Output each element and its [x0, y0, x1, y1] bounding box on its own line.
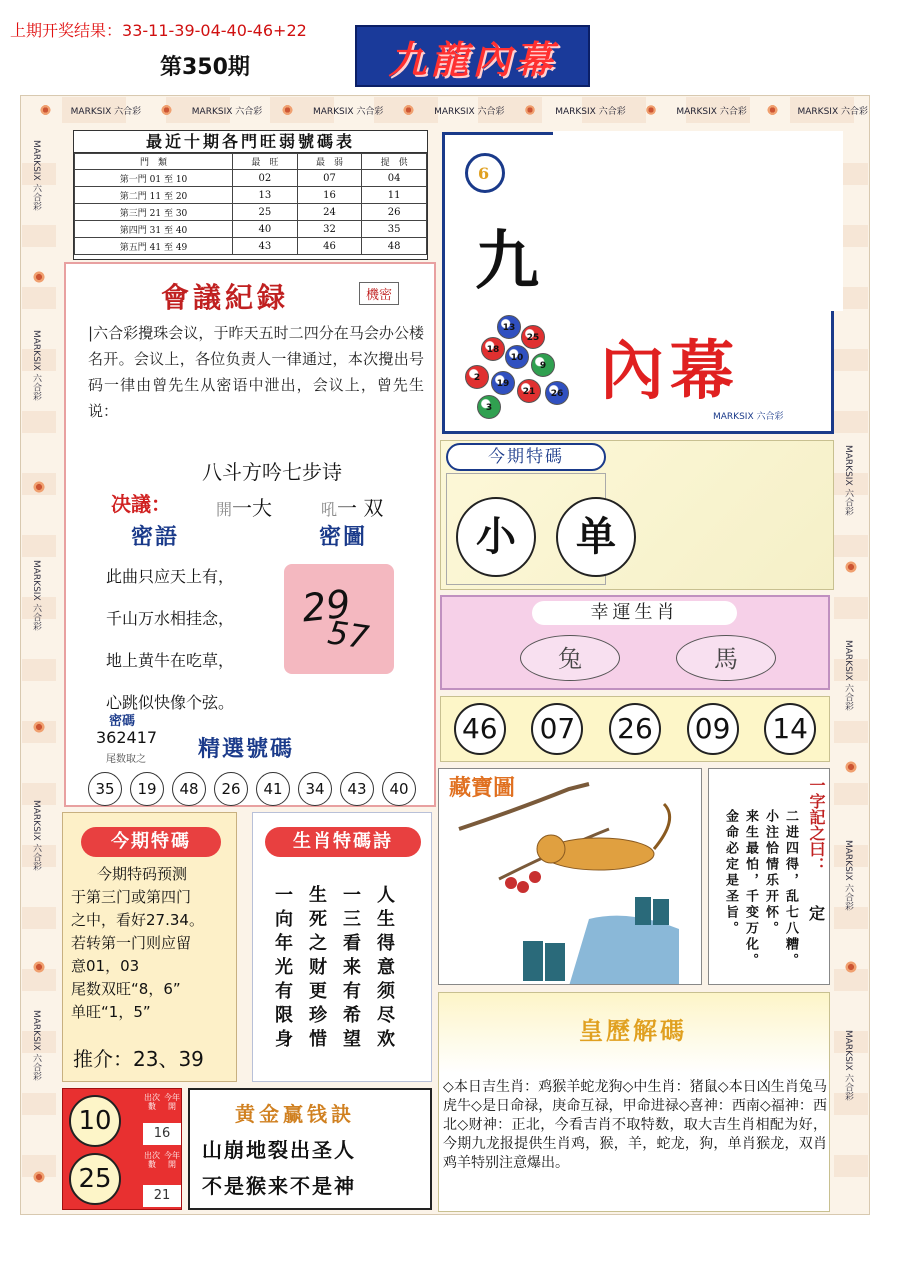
- marksix-label: MARKSIX 六合彩: [555, 106, 626, 117]
- flower-icon: [525, 103, 536, 117]
- table-cell: 11: [362, 187, 427, 204]
- last-result-value: 33-11-39-04-40-46+22: [122, 21, 307, 40]
- lottery-ball: 25: [521, 325, 545, 349]
- number-ball: 34: [298, 772, 332, 806]
- secret-verse: [106, 556, 234, 724]
- almanac-decode-panel: [438, 992, 830, 1212]
- lottery-ball: 10: [505, 345, 529, 369]
- table-row: [75, 187, 427, 204]
- table-cell: 07: [297, 170, 362, 187]
- number-ball: 41: [256, 772, 290, 806]
- flower-icon: [32, 270, 46, 284]
- special-small: 小: [456, 497, 536, 577]
- flower-icon: [844, 560, 858, 574]
- flower-icon: [40, 103, 51, 117]
- column-header: 門 類: [75, 154, 233, 170]
- decision-label: 决議：: [111, 492, 171, 516]
- number-ball: 26: [609, 703, 661, 755]
- marksix-vertical-label: MARKSIX 六合彩: [31, 560, 41, 631]
- table-cell: 第四門 31 至 40: [75, 221, 233, 238]
- table-cell: 02: [233, 170, 298, 187]
- table-cell: 46: [297, 238, 362, 255]
- special-forecast-panel: [62, 812, 237, 1082]
- banner-title-neimu: 內幕: [600, 334, 740, 409]
- brand-logo: [355, 25, 590, 87]
- brand-logo-text: 九龍內幕: [388, 36, 557, 82]
- forecast-line: 今期特码预测: [97, 865, 188, 883]
- poem-column: 人生得意须尽欢: [374, 885, 395, 1053]
- flower-icon: [844, 760, 858, 774]
- flower-icon: [282, 103, 293, 117]
- marksix-vertical-label: MARKSIX 六合彩: [31, 1010, 41, 1081]
- meeting-body: [88, 320, 424, 424]
- lottery-ball: 2: [465, 365, 489, 389]
- last-result-label: 上期开奖结果：: [10, 21, 123, 40]
- table-header-row: [75, 154, 427, 170]
- table-cell: 35: [362, 221, 427, 238]
- hot-count-label: 出次數: [144, 1151, 160, 1169]
- lucky-zodiac-panel: [440, 595, 830, 690]
- marksix-label: MARKSIX 六合彩: [713, 412, 784, 422]
- flower-icon: [32, 720, 46, 734]
- recommended-numbers: [440, 696, 830, 762]
- marksix-label: MARKSIX 六合彩: [434, 106, 505, 117]
- hot-year-label: 今年開: [164, 1151, 180, 1169]
- decision-double-value: 一 双: [337, 496, 384, 520]
- poem-column: 一向年光有限身: [272, 885, 293, 1053]
- decision-double: [321, 492, 383, 521]
- column-header: 提 供: [362, 154, 427, 170]
- forecast-line: 于第三门或第四门: [71, 888, 192, 906]
- flower-icon: [646, 103, 657, 117]
- decision-big: [216, 492, 272, 521]
- marksix-vertical-label: MARKSIX 六合彩: [31, 140, 41, 211]
- flower-icon: [767, 103, 778, 117]
- hot-count: 21: [143, 1185, 181, 1207]
- flower-icon: [403, 103, 414, 117]
- lottery-ball: 3: [477, 395, 501, 419]
- number-ball: 35: [88, 772, 122, 806]
- lottery-balls-illustration: [457, 315, 587, 425]
- table-cell: 32: [297, 221, 362, 238]
- decision-big-value: 一大: [232, 496, 273, 520]
- horse-icon: 馬: [676, 635, 776, 681]
- forecast-line: 尾数双旺“8，6”: [71, 980, 181, 998]
- lottery-ball: 19: [491, 371, 515, 395]
- code-label: 密碼: [109, 714, 136, 729]
- table-row: [75, 221, 427, 238]
- emblem-glyph: 6: [478, 164, 490, 183]
- monkey-illustration: [439, 769, 702, 985]
- column-header: 最 弱: [297, 154, 362, 170]
- marksix-vertical-label: MARKSIX 六合彩: [31, 800, 41, 871]
- special-code-title: 今期特碼: [446, 443, 606, 471]
- golden-formula-line: 不是猴来不是神: [202, 1174, 356, 1198]
- special-code-panel: [440, 440, 834, 590]
- zodiac-poem-title: 生肖特碼詩: [265, 827, 421, 857]
- emblem-icon: [465, 153, 505, 193]
- forecast-line: 单旺“1，5”: [71, 1003, 151, 1021]
- confidential-tag: 機密: [359, 282, 399, 305]
- zodiac-poem-text: [271, 885, 395, 1053]
- table-cell: 24: [297, 204, 362, 221]
- handwritten-number: 29: [299, 581, 353, 631]
- table-cell: 16: [297, 187, 362, 204]
- marksix-vertical-label: MARKSIX 六合彩: [31, 330, 41, 401]
- table-row: [75, 238, 427, 255]
- special-forecast-body: [71, 863, 236, 1024]
- table-cell: 48: [362, 238, 427, 255]
- one-word-line: 二进四得，乱七八糟。: [783, 809, 798, 969]
- marksix-vertical-label: MARKSIX 六合彩: [843, 1030, 853, 1101]
- lucky-zodiac-title: 幸運生肖: [532, 601, 737, 625]
- verse-line: 此曲只应天上有，: [106, 567, 235, 586]
- almanac-body: ◇本日吉生肖：鸡猴羊蛇龙狗◇中生肖：猪鼠◇本日凶生肖兔马虎牛◇是日命禄，庚命互禄，甲命进禄◇喜神：西南◇福神：西北◇财神：正北，今看吉肖不取特数，取大吉生肖相配为好，今期九龙报提供生肖鸡，猴，羊，蛇龙，狗，单肖猴龙，双肖鸡羊特别注意爆出。: [443, 1079, 827, 1171]
- table-cell: 第一門 01 至 10: [75, 170, 233, 187]
- table-cell: 25: [233, 204, 298, 221]
- recommendation: 推介：23、39: [73, 1047, 204, 1071]
- top-border-strip: [22, 97, 868, 123]
- table-row: [75, 204, 427, 221]
- strong-weak-table: [73, 130, 428, 260]
- meeting-poem: 八斗方吟七步诗: [202, 460, 342, 484]
- selected-numbers-label: 精選號碼: [198, 736, 295, 762]
- code-note: 尾数取之: [106, 754, 146, 765]
- one-word-line: 金命必定是圣旨。: [723, 809, 738, 937]
- table-title: 最近十期各門旺弱號碼表: [74, 131, 427, 153]
- marksix-vertical-label: MARKSIX 六合彩: [843, 445, 853, 516]
- lottery-ball: 26: [545, 381, 569, 405]
- one-word-answer: 定: [809, 904, 826, 923]
- golden-formula-title: 黄金赢钱訣: [235, 1102, 355, 1126]
- rabbit-icon: 兔: [520, 635, 620, 681]
- number-ball: 26: [214, 772, 248, 806]
- hot-numbers-panel: [62, 1088, 182, 1210]
- code-value: 362417: [96, 728, 158, 747]
- treasure-map-panel: [438, 768, 702, 985]
- verse-line: 千山万水相挂念，: [106, 609, 235, 628]
- hot-count-label: 出次數: [144, 1093, 160, 1111]
- meeting-title: 會議紀録: [161, 281, 290, 314]
- treasure-map-title: 藏寶圖: [449, 775, 516, 801]
- title-banner: [442, 132, 834, 434]
- meeting-body-text: |六合彩攪珠会议，于昨天五时二四分在马会办公楼名开。会议上，各位负责人一律通过，本次攪出号码一律由曾先生从密语中泄出，会议上，曾先生说：: [88, 324, 424, 420]
- table-cell: 26: [362, 204, 427, 221]
- flower-icon: [32, 1170, 46, 1184]
- number-ball: 07: [531, 703, 583, 755]
- table-cell: 第五門 41 至 49: [75, 238, 233, 255]
- one-word-line: 小注恰情乐开怀。: [763, 809, 778, 937]
- number-ball: 48: [172, 772, 206, 806]
- zodiac-poem-panel: [252, 812, 432, 1082]
- special-forecast-title: 今期特碼: [81, 827, 221, 857]
- flower-icon: [32, 480, 46, 494]
- meeting-minutes-panel: [64, 262, 436, 807]
- column-header: 最 旺: [233, 154, 298, 170]
- forecast-line: 若转第一门则应留: [71, 934, 192, 952]
- flower-icon: [844, 960, 858, 974]
- almanac-title: 皇歷解碼: [579, 1016, 687, 1045]
- table-cell: 43: [233, 238, 298, 255]
- table-grid: [74, 153, 427, 255]
- last-result: [10, 18, 307, 41]
- table-cell: 40: [233, 221, 298, 238]
- lottery-ball: 13: [497, 315, 521, 339]
- one-word-heading: 一字記之曰：: [807, 777, 826, 873]
- flower-icon: [32, 960, 46, 974]
- hot-year-label: 今年開: [164, 1093, 180, 1111]
- number-ball: 43: [340, 772, 374, 806]
- marksix-vertical-label: MARKSIX 六合彩: [843, 840, 853, 911]
- hot-count: 16: [143, 1123, 181, 1145]
- marksix-label: MARKSIX 六合彩: [191, 106, 263, 117]
- lottery-ball: 9: [531, 353, 555, 377]
- poem-column: 生死之财更珍惜: [306, 885, 327, 1053]
- one-word-line: 来生最怕，千变万化。: [743, 809, 758, 969]
- forecast-line: 意01，03: [71, 957, 140, 975]
- marksix-label: MARKSIX 六合彩: [797, 106, 868, 117]
- number-ball: 14: [764, 703, 816, 755]
- marksix-label: MARKSIX 六合彩: [676, 106, 747, 117]
- secret-words-label: 密語: [131, 524, 180, 550]
- lottery-ball: 21: [517, 379, 541, 403]
- issue-number: 第350期: [160, 55, 250, 80]
- selected-numbers: [88, 772, 416, 806]
- marksix-label: MARKSIX 六合彩: [312, 106, 384, 117]
- table-cell: 04: [362, 170, 427, 187]
- handwritten-number: 57: [325, 613, 372, 657]
- hot-number-ball: 25: [69, 1153, 121, 1205]
- lottery-ball: 18: [481, 337, 505, 361]
- banner-title-jiu: 九: [475, 224, 539, 299]
- table-cell: 第二門 11 至 20: [75, 187, 233, 204]
- special-odd: 单: [556, 497, 636, 577]
- blank-overlay: [553, 131, 843, 311]
- secret-picture-label: 密圖: [319, 524, 368, 550]
- number-ball: 09: [687, 703, 739, 755]
- number-ball: 46: [454, 703, 506, 755]
- marksix-vertical-label: MARKSIX 六合彩: [843, 640, 853, 711]
- flower-icon: [161, 103, 172, 117]
- table-row: [75, 170, 427, 187]
- secret-picture: [284, 564, 394, 674]
- verse-line: 地上黄牛在吃草，: [106, 651, 235, 670]
- verse-line: 心跳似快像个弦。: [106, 693, 235, 712]
- golden-formula-line: 山崩地裂出圣人: [202, 1138, 356, 1162]
- marksix-label: MARKSIX 六合彩: [70, 106, 142, 117]
- decision-double-prefix: 吼: [321, 500, 338, 519]
- table-cell: 13: [233, 187, 298, 204]
- decision-big-prefix: 開: [216, 500, 233, 519]
- one-word-panel: [708, 768, 830, 985]
- number-ball: 19: [130, 772, 164, 806]
- number-ball: 40: [382, 772, 416, 806]
- table-cell: 第三門 21 至 30: [75, 204, 233, 221]
- golden-formula-panel: [188, 1088, 432, 1210]
- poem-column: 一三看来有希望: [340, 885, 361, 1053]
- hot-number-ball: 10: [69, 1095, 121, 1147]
- forecast-line: 之中，看好27.34。: [71, 911, 204, 929]
